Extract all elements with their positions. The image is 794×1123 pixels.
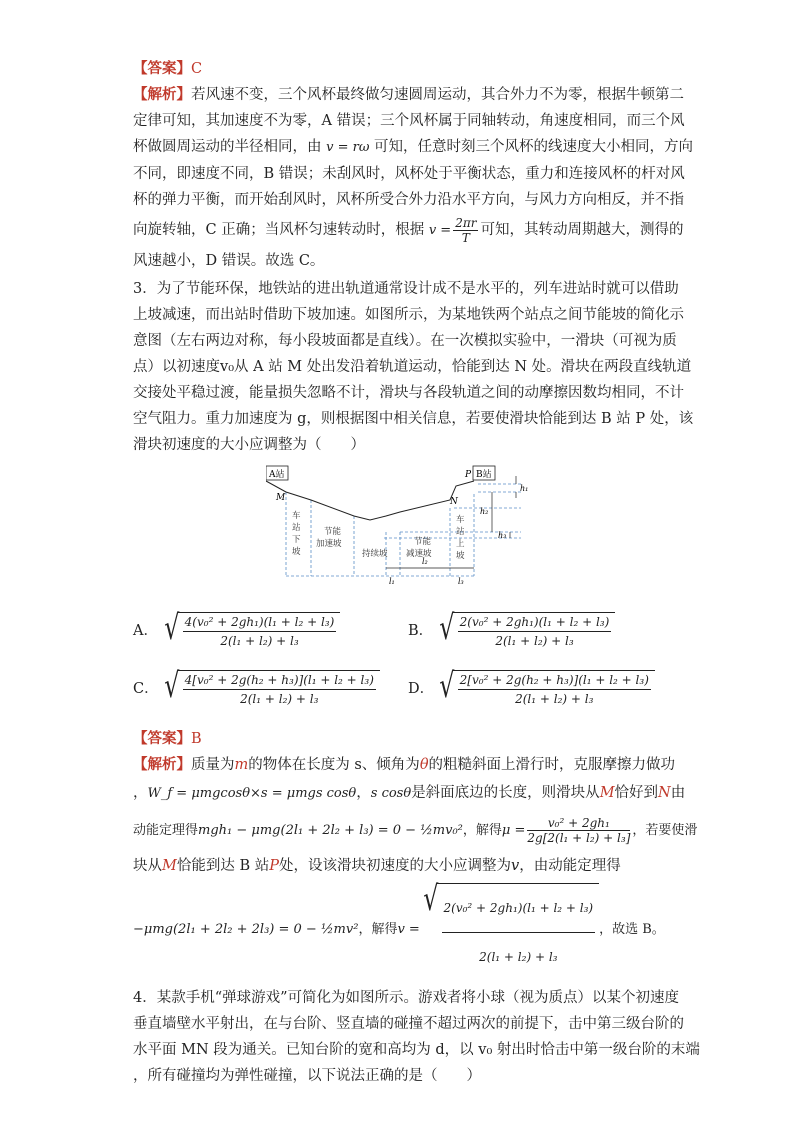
svg-text:站: 站 [292, 523, 301, 533]
option-a[interactable]: A． √ 4(v₀² + 2gh₁)(l₁ + l₂ + l₃) 2(l₁ + l₂) + l₃ [133, 608, 340, 650]
svg-text:节能: 节能 [414, 537, 432, 547]
option-d[interactable]: D． √ 2[v₀² + 2g(h₂ + h₃)](l₁ + l₂ + l₃) 2(l₁ + l₂) + l₃ [408, 666, 655, 708]
svg-text:h₃: h₃ [498, 531, 507, 540]
svg-text:上: 上 [456, 539, 465, 549]
station-b-label: B站 [476, 470, 492, 480]
svg-text:下: 下 [292, 535, 301, 545]
q2-answer: 【答案】C [133, 60, 203, 77]
svg-text:减速坡: 减速坡 [406, 549, 432, 559]
v-solution-sqrt: √ 2(v₀² + 2gh₁)(l₁ + l₂ + l₃) 2(l₁ + l₂) + l₃ [420, 879, 599, 981]
svg-text:站: 站 [456, 527, 465, 537]
q3-stem: 3．为了节能环保，地铁站的进出轨道通常设计成不是水平的，列车进站时就可以借助 上坡减速，而出站时借助下坡加速。如图所示，为某地铁两个站点之间节能坡的简化示 意图（左右两边对称，每小段坡面都是直线）。在一次模拟实验中，一滑块（可视为质 点）以初速度v₀从 A 站 M 处出发沿着轨道运动，恰能到达 N 处。滑块在两段直线轨道 交接处平稳过渡，能量损失忽略不计，滑块与各段轨道之间的动摩擦因数均相同，不计 空气阻力。重力加速度为 g，则根据图中相关信息，若要使滑块恰能到达 B 站 P 处，该 滑块初速度的大小应调整为（ ） [133, 281, 694, 453]
q3-figure [266, 464, 536, 594]
q2-analysis: 【解析】若风速不变，三个风杯最终做匀速圆周运动，其合外力不为零，根据牛顿第二 定律可知，其加速度不为零，A 错误；三个风杯属于同轴转动，角速度相同，而三个风 杯做圆周运动的半径相同，由 v = rω 可知，任意时刻三个风杯的线速度大小相同，方向 不同，即速度不同，B 错误；未刮风时，风杯处于平衡状态，重力和连接风杯的杆对风 杯的弹力平衡，而开始刮风时，风杯所受合外力沿水平方向，与风力方向相反，并不指 向旋转轴，C 正确；当风杯匀速转动时，根据 v = $\frac{2\pi r}{T}$ 可知，其转动周期越大，测得的 风速越小，D 错误。故选 C。 [133, 86, 694, 269]
svg-text:车: 车 [292, 511, 301, 521]
svg-text:车: 车 [456, 515, 465, 525]
q3-analysis: 【解析】质量为m的物体在长度为 s、倾角为θ的粗糙斜面上滑行时，克服摩擦力做功 ，W_f = μmgcosθ×s = μmgs cosθ，s cosθ是斜面底边的长度，则滑块从M恰好到N由 动能定理得mgh₁ − μmg(2l₁ + 2l₂ + l₃) = 0 − ½mv₀²，解得μ = $\frac{\text{v₀² + 2gh₁}}{\text{2g[2(l₁ + l₂) + l₃]}}$ ，若要使滑 块从M恰能到达 B 站P处，设该滑块初速度的大小应调整为v，由动能定理得 −μmg(2l₁ + 2l₂ + 2l₃) = 0 − ½mv² ，解得 v = √ 2(v₀² + 2gh₁)(l₁ + l₂ + l₃) 2(l₁ + l₂) + l₃ ，故选 B。 [133, 752, 663, 981]
option-b[interactable]: B． √ 2(v₀² + 2gh₁)(l₁ + l₂ + l₃) 2(l₁ + l₂) + l₃ [408, 608, 615, 650]
q4-stem: 4．某款手机“弹球游戏”可简化为如图所示。游戏者将小球（视为质点）以某个初速度 垂直墙壁水平射出，在与台阶、竖直墙的碰撞不超过两次的前提下，击中第三级台阶的 水平面 MN 段为通关。已知台阶的宽和高均为 d，以 v₀ 射出时恰击中第一级台阶的末端 ，所有碰撞均为弹性碰撞，以下说法正确的是（ ） [133, 990, 700, 1084]
svg-text:N: N [450, 497, 458, 507]
station-a-label: A站 [269, 470, 285, 480]
formula-period-fraction: $\frac{2\pi r}{T}$ [455, 215, 477, 245]
svg-text:P: P [465, 470, 472, 480]
mu-fraction: $\frac{\text{v₀² + 2gh₁}}{\text{2g[2(l₁ + l₂) + l₃]}}$ [527, 816, 631, 845]
q3-options [133, 608, 663, 716]
svg-text:h₁: h₁ [520, 484, 529, 493]
page-content [133, 56, 700, 1089]
svg-text:持续坡: 持续坡 [362, 549, 388, 559]
svg-text:h₂: h₂ [480, 507, 489, 516]
svg-text:节能: 节能 [324, 527, 342, 537]
svg-text:坡: 坡 [456, 551, 465, 561]
svg-text:l₁: l₁ [389, 577, 395, 586]
svg-text:加速坡: 加速坡 [316, 539, 342, 549]
svg-text:M: M [276, 493, 286, 503]
option-c[interactable]: C． √ 4[v₀² + 2g(h₂ + h₃)](l₁ + l₂ + l₃) 2(l₁ + l₂) + l₃ [133, 666, 380, 708]
track-diagram [266, 464, 536, 594]
q3-answer: 【答案】B [133, 730, 202, 747]
svg-text:坡: 坡 [292, 547, 301, 557]
formula-v-r-omega: v = rω [326, 140, 370, 155]
svg-text:l₂: l₂ [422, 557, 428, 566]
svg-text:l₃: l₃ [458, 577, 464, 586]
